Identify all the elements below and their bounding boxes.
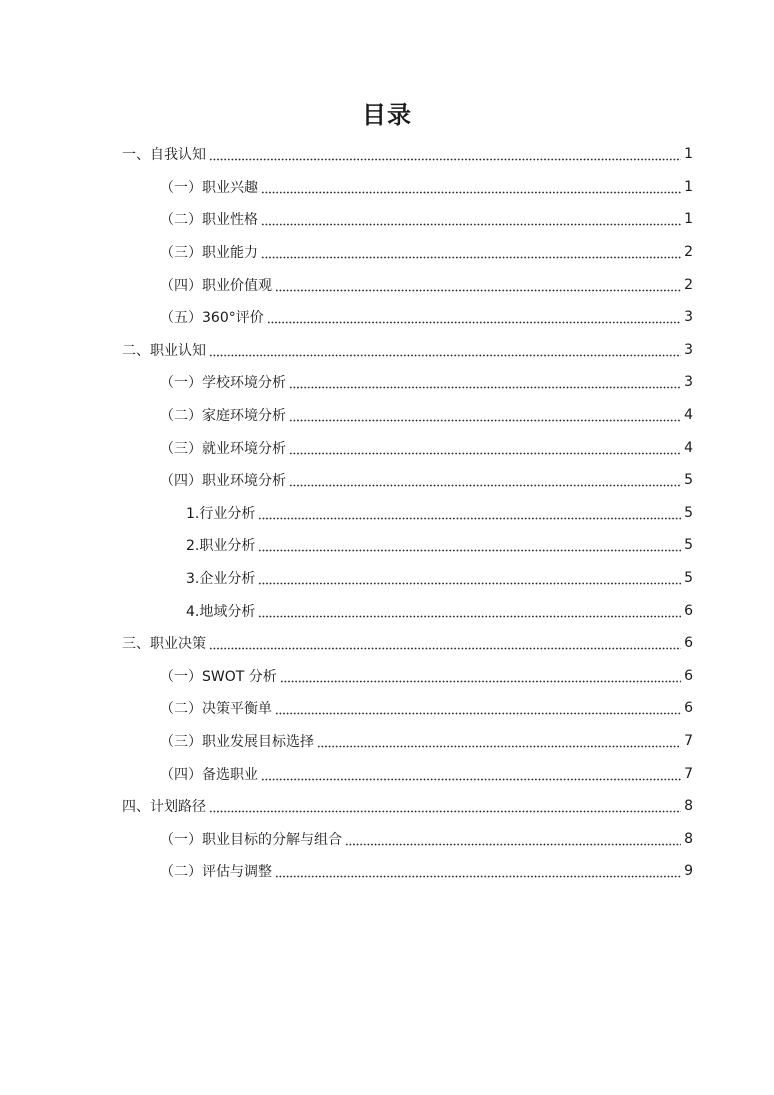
toc-entry-page: 8	[684, 830, 693, 847]
toc-entry[interactable]	[0, 268, 774, 301]
toc-entry-page: 1	[684, 211, 693, 228]
dot-leader	[280, 669, 681, 683]
dot-leader	[209, 147, 681, 161]
dot-leader	[209, 343, 681, 357]
toc-entry[interactable]	[0, 822, 774, 855]
toc-entry[interactable]	[0, 757, 774, 790]
toc-entry[interactable]	[0, 236, 774, 269]
toc-entry[interactable]	[0, 334, 774, 367]
dot-leader	[258, 604, 681, 618]
dot-leader	[209, 799, 681, 813]
toc-entry-page: 6	[684, 667, 693, 684]
toc-entry[interactable]	[0, 660, 774, 693]
dot-leader	[317, 734, 681, 748]
dot-leader	[258, 506, 681, 520]
toc-entry-page: 2	[684, 276, 693, 293]
toc-entry-text: （二）家庭环境分析	[160, 408, 286, 425]
toc-entry[interactable]	[0, 301, 774, 334]
dot-leader	[289, 375, 681, 389]
toc-entry[interactable]	[0, 562, 774, 595]
dot-leader	[261, 212, 681, 226]
toc-entry-text: （一）学校环境分析	[160, 375, 286, 392]
dot-leader	[275, 864, 681, 878]
dot-leader	[261, 245, 681, 259]
toc-entry-page: 1	[684, 178, 693, 195]
toc-entry[interactable]	[0, 399, 774, 432]
toc-entry[interactable]	[0, 203, 774, 236]
toc-entry-text: （二）职业性格	[160, 212, 258, 229]
toc-entry-text: （二）决策平衡单	[160, 701, 272, 718]
toc-entry-page: 6	[684, 602, 693, 619]
toc-entry-text: 一、自我认知	[122, 147, 206, 164]
toc-entry[interactable]	[0, 855, 774, 888]
toc-entry[interactable]	[0, 627, 774, 660]
dot-leader	[261, 767, 681, 781]
toc-title: 目录	[362, 101, 412, 129]
toc-entry-page: 4	[684, 407, 693, 424]
toc-entry-text: （一）SWOT 分析	[160, 668, 277, 685]
toc-entry-text: （三）职业能力	[160, 245, 258, 262]
toc-entry-page: 5	[684, 570, 693, 587]
dot-leader	[209, 636, 681, 650]
toc-entry[interactable]	[0, 431, 774, 464]
toc-entry-page: 5	[684, 504, 693, 521]
toc-entry-text: （四）职业环境分析	[160, 473, 286, 490]
toc-entry[interactable]	[0, 497, 774, 530]
toc-entry-text: 2.职业分析	[186, 538, 256, 555]
dot-leader	[261, 180, 681, 194]
dot-leader	[289, 441, 681, 455]
toc-entry-page: 5	[684, 537, 693, 554]
toc-entry[interactable]	[0, 790, 774, 823]
toc-entry-text: 四、计划路径	[122, 799, 206, 816]
toc-entry[interactable]	[0, 725, 774, 758]
toc-entry-page: 7	[684, 765, 693, 782]
toc-entry-text: （一）职业目标的分解与组合	[160, 831, 342, 848]
dot-leader	[289, 473, 681, 487]
toc-entry[interactable]	[0, 529, 774, 562]
toc-entry-text: 4.地域分析	[186, 603, 256, 620]
toc-entry-text: （一）职业兴趣	[160, 179, 258, 196]
toc-entry-page: 9	[684, 863, 693, 880]
toc-entry-text: 1.行业分析	[186, 505, 256, 522]
toc-entry-page: 3	[684, 309, 693, 326]
toc-entry-text: 二、职业认知	[122, 342, 206, 359]
toc-entry-page: 8	[684, 798, 693, 815]
toc-entry-text: （三）就业环境分析	[160, 440, 286, 457]
toc-entry-text: 三、职业决策	[122, 636, 206, 653]
toc-entry-page: 4	[684, 439, 693, 456]
toc-entry-page: 1	[684, 146, 693, 163]
toc-entry-page: 3	[684, 341, 693, 358]
toc-entry-page: 3	[684, 374, 693, 391]
toc-entry-page: 2	[684, 244, 693, 261]
toc-entry[interactable]	[0, 171, 774, 204]
toc-entry-page: 7	[684, 732, 693, 749]
toc-entry[interactable]	[0, 366, 774, 399]
toc-entry-text: （二）评估与调整	[160, 864, 272, 881]
dot-leader	[267, 310, 681, 324]
dot-leader	[258, 571, 681, 585]
toc-entry[interactable]	[0, 464, 774, 497]
dot-leader	[275, 701, 681, 715]
toc-entry[interactable]	[0, 692, 774, 725]
toc-entry-page: 6	[684, 635, 693, 652]
toc-entry-text: （五）360°评价	[160, 310, 264, 327]
toc-entry-text: （四）备选职业	[160, 766, 258, 783]
dot-leader	[258, 538, 681, 552]
toc-list	[0, 138, 774, 888]
toc-entry[interactable]	[0, 594, 774, 627]
toc-entry-text: （三）职业发展目标选择	[160, 733, 314, 750]
toc-entry-text: （四）职业价值观	[160, 277, 272, 294]
dot-leader	[345, 832, 681, 846]
toc-entry-page: 5	[684, 472, 693, 489]
toc-entry[interactable]	[0, 138, 774, 171]
toc-entry-text: 3.企业分析	[186, 571, 256, 588]
dot-leader	[275, 278, 681, 292]
dot-leader	[289, 408, 681, 422]
toc-entry-page: 6	[684, 700, 693, 717]
